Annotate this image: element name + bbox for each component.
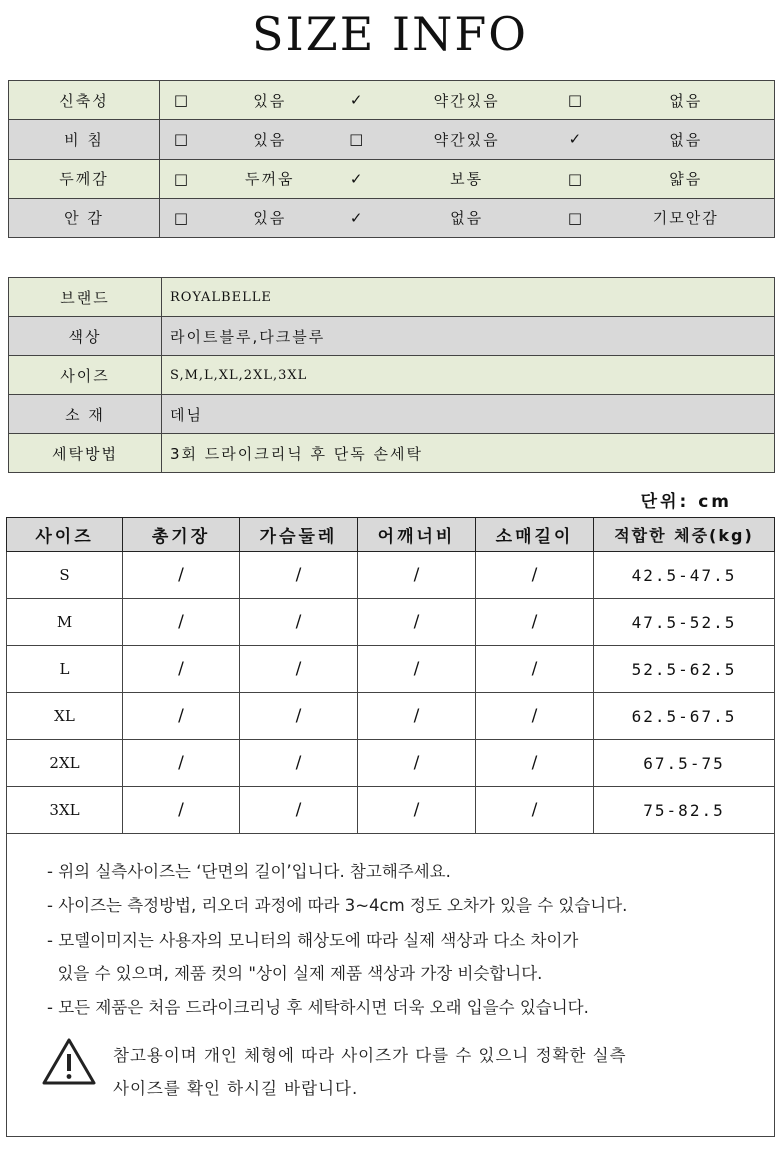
size-cell: XL [7, 693, 123, 740]
property-label: 비 침 [9, 120, 160, 159]
table-row [7, 787, 775, 834]
measure-cell: / [123, 693, 240, 740]
measure-cell: / [358, 599, 476, 646]
measure-cell: / [476, 599, 594, 646]
note-line: 있을 수 있으며, 제품 컷의 "상이 실제 제품 색상과 가장 비슷합니다. [47, 964, 543, 983]
brand-value: ROYALBELLE [162, 278, 775, 317]
measure-cell: / [358, 646, 476, 693]
unit-label: 단위: cm [640, 492, 732, 512]
option-text: 두꺼움 [204, 159, 336, 198]
column-header: 어깨너비 [358, 518, 476, 552]
notes-panel [6, 830, 775, 1137]
check-icon: ✓ [336, 198, 379, 237]
fabric-properties-table [8, 80, 775, 238]
check-icon: ✓ [554, 120, 597, 159]
option-text: 있음 [204, 120, 336, 159]
option-text: 보통 [379, 159, 555, 198]
warning-text-line: 참고용이며 개인 체형에 따라 사이즈가 다를 수 있으니 정확한 실측 [113, 1046, 627, 1065]
measure-cell: / [123, 740, 240, 787]
size-cell: M [7, 599, 123, 646]
size-cell: 2XL [7, 740, 123, 787]
property-label: 신축성 [9, 81, 160, 120]
size-cell: S [7, 552, 123, 599]
option-mark: □ [554, 81, 597, 120]
info-label: 사이즈 [9, 356, 162, 395]
option-text: 없음 [379, 198, 555, 237]
table-row [7, 646, 775, 693]
option-text: 없음 [598, 120, 775, 159]
measure-cell: / [476, 646, 594, 693]
note-line: - 모든 제품은 처음 드라이크리닝 후 세탁하시면 더욱 오래 입을수 있습니다. [47, 998, 589, 1017]
size-table [6, 517, 775, 834]
column-header: 총기장 [123, 518, 240, 552]
measure-cell: / [240, 552, 358, 599]
page-title: SIZE INFO [252, 7, 528, 61]
property-row [9, 198, 775, 237]
option-mark: □ [554, 159, 597, 198]
weight-cell: 67.5-75 [594, 740, 775, 787]
check-icon: ✓ [336, 81, 379, 120]
weight-cell: 62.5-67.5 [594, 693, 775, 740]
option-text: 있음 [204, 81, 336, 120]
measure-cell: / [240, 787, 358, 834]
measure-cell: / [476, 552, 594, 599]
size-cell: 3XL [7, 787, 123, 834]
measure-cell: / [358, 787, 476, 834]
note-line: - 위의 실측사이즈는 ‘단면의 길이’입니다. 참고해주세요. [47, 862, 451, 881]
measure-cell: / [240, 740, 358, 787]
warning-triangle-icon [41, 1037, 97, 1087]
option-mark: □ [336, 120, 379, 159]
measure-cell: / [358, 693, 476, 740]
option-mark: □ [160, 81, 204, 120]
washing-value: 3회 드라이크리닉 후 단독 손세탁 [162, 434, 775, 473]
measure-cell: / [358, 740, 476, 787]
measure-cell: / [240, 646, 358, 693]
measure-cell: / [476, 740, 594, 787]
info-label: 세탁방법 [9, 434, 162, 473]
option-text: 약간있음 [379, 120, 555, 159]
info-row-brand [9, 278, 775, 317]
property-row [9, 159, 775, 198]
table-row [7, 740, 775, 787]
weight-cell: 52.5-62.5 [594, 646, 775, 693]
option-text: 있음 [204, 198, 336, 237]
check-icon: ✓ [336, 159, 379, 198]
info-label: 소 재 [9, 395, 162, 434]
column-header: 가슴둘레 [240, 518, 358, 552]
measure-cell: / [123, 552, 240, 599]
weight-cell: 47.5-52.5 [594, 599, 775, 646]
measure-cell: / [358, 552, 476, 599]
property-label: 두께감 [9, 159, 160, 198]
option-text: 없음 [598, 81, 775, 120]
color-value: 라이트블루,다크블루 [162, 317, 775, 356]
column-header: 적합한 체중(kg) [594, 518, 775, 552]
note-line: - 사이즈는 측정방법, 리오더 과정에 따라 3~4cm 정도 오차가 있을 수 있습니다. [47, 896, 628, 915]
table-row [7, 552, 775, 599]
property-row [9, 81, 775, 120]
material-value: 데님 [162, 395, 775, 434]
measure-cell: / [476, 787, 594, 834]
option-text: 얇음 [598, 159, 775, 198]
info-row-color [9, 317, 775, 356]
info-row-size [9, 356, 775, 395]
measure-cell: / [123, 787, 240, 834]
property-label: 안 감 [9, 198, 160, 237]
info-label: 브랜드 [9, 278, 162, 317]
info-label: 색상 [9, 317, 162, 356]
measure-cell: / [123, 646, 240, 693]
size-cell: L [7, 646, 123, 693]
option-text: 기모안감 [598, 198, 775, 237]
table-row [7, 599, 775, 646]
measure-cell: / [240, 693, 358, 740]
option-text: 약간있음 [379, 81, 555, 120]
column-header: 소매길이 [476, 518, 594, 552]
info-row-material [9, 395, 775, 434]
size-table-header [7, 518, 775, 552]
weight-cell: 42.5-47.5 [594, 552, 775, 599]
measure-cell: / [240, 599, 358, 646]
product-info-table [8, 277, 775, 473]
size-value: S,M,L,XL,2XL,3XL [162, 356, 775, 395]
option-mark: □ [160, 159, 204, 198]
option-mark: □ [160, 198, 204, 237]
column-header: 사이즈 [7, 518, 123, 552]
property-row [9, 120, 775, 159]
table-row [7, 693, 775, 740]
measure-cell: / [476, 693, 594, 740]
weight-cell: 75-82.5 [594, 787, 775, 834]
measure-cell: / [123, 599, 240, 646]
option-mark: □ [554, 198, 597, 237]
option-mark: □ [160, 120, 204, 159]
warning-text-line: 사이즈를 확인 하시길 바랍니다. [113, 1079, 359, 1098]
info-row-washing [9, 434, 775, 473]
note-line: - 모델이미지는 사용자의 모니터의 해상도에 따라 실제 색상과 다소 차이가 [47, 931, 579, 950]
